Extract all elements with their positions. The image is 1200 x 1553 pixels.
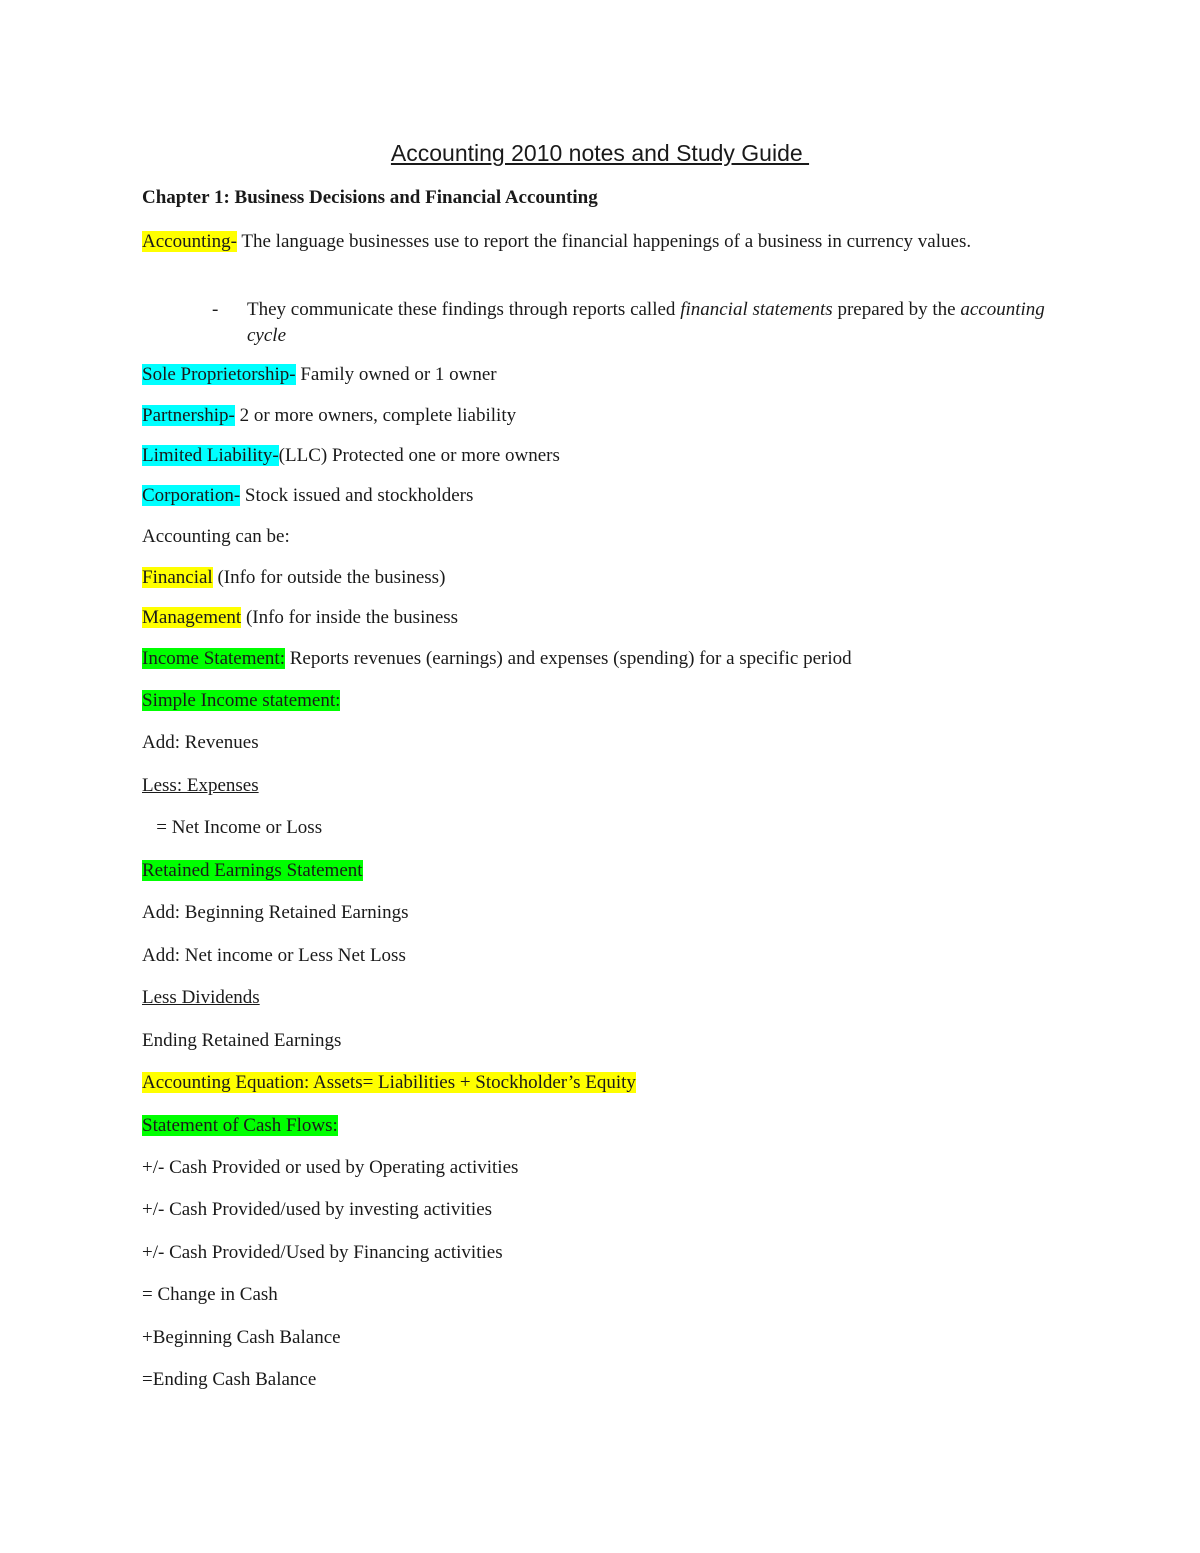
llc-line bbox=[142, 443, 560, 469]
accounting-can-be: Accounting can be: bbox=[142, 526, 290, 547]
note-emphasis-financial-statements: financial statements bbox=[680, 299, 833, 320]
sole-proprietorship-term: Sole Proprietorship- bbox=[142, 364, 296, 385]
note-emphasis-accounting-cycle: accounting cycle bbox=[247, 299, 1045, 346]
accounting-equation-text: Accounting Equation: Assets= Liabilities + Stockholder’s Equity bbox=[142, 1072, 636, 1093]
financial-statements-note bbox=[247, 297, 1077, 349]
simple-income-heading bbox=[142, 688, 340, 714]
income-statement-text: Reports revenues (earnings) and expenses (spending) for a specific period bbox=[284, 648, 852, 669]
retained-beginning: Add: Beginning Retained Earnings bbox=[142, 902, 409, 923]
cash-flows-heading-text: Statement of Cash Flows: bbox=[142, 1115, 338, 1136]
income-statement-term: Income Statement: bbox=[142, 648, 285, 669]
accounting-term: Accounting- bbox=[142, 231, 237, 252]
chapter-heading: Chapter 1: Business Decisions and Financial Accounting bbox=[142, 187, 598, 208]
partnership-line bbox=[142, 403, 516, 429]
retained-dividends: Less Dividends bbox=[142, 987, 260, 1008]
financial-line bbox=[142, 565, 445, 591]
simple-income-heading-text: Simple Income statement: bbox=[142, 690, 341, 711]
cash-change: = Change in Cash bbox=[142, 1284, 278, 1305]
management-text: (Info for inside the business bbox=[241, 607, 459, 628]
management-term: Management bbox=[142, 607, 242, 628]
bullet-marker: - bbox=[212, 299, 219, 320]
cash-flow-operating: +/- Cash Provided or used by Operating activities bbox=[142, 1157, 519, 1178]
financial-text: (Info for outside the business) bbox=[212, 567, 446, 588]
cash-flow-financing: +/- Cash Provided/Used by Financing activities bbox=[142, 1242, 503, 1263]
retained-earnings-heading-text: Retained Earnings Statement bbox=[142, 860, 363, 881]
retained-ending: Ending Retained Earnings bbox=[142, 1030, 342, 1051]
simple-income-expenses: Less: Expenses bbox=[142, 775, 259, 796]
llc-term: Limited Liability- bbox=[142, 445, 279, 466]
accounting-definition bbox=[142, 229, 1062, 255]
accounting-text: The language businesses use to report the financial happenings of a business in currency values. bbox=[236, 231, 972, 252]
retained-net-income: Add: Net income or Less Net Loss bbox=[142, 945, 406, 966]
llc-text: (LLC) Protected one or more owners bbox=[278, 445, 560, 466]
corporation-text: Stock issued and stockholders bbox=[240, 485, 474, 506]
note-text-2: prepared by the bbox=[832, 299, 961, 320]
partnership-term: Partnership- bbox=[142, 405, 235, 426]
cash-ending-balance: =Ending Cash Balance bbox=[142, 1369, 317, 1390]
cash-flows-heading bbox=[142, 1113, 338, 1139]
document-title: Accounting 2010 notes and Study Guide bbox=[390, 140, 810, 166]
accounting-equation bbox=[142, 1070, 636, 1096]
financial-term: Financial bbox=[142, 567, 213, 588]
sole-proprietorship-text: Family owned or 1 owner bbox=[295, 364, 497, 385]
cash-flow-investing: +/- Cash Provided/used by investing activities bbox=[142, 1199, 493, 1220]
corporation-term: Corporation- bbox=[142, 485, 241, 506]
simple-income-net: = Net Income or Loss bbox=[142, 817, 323, 838]
simple-income-revenues: Add: Revenues bbox=[142, 732, 259, 753]
sole-proprietorship-line bbox=[142, 362, 497, 388]
note-text-1: They communicate these findings through reports called bbox=[247, 299, 681, 320]
management-line bbox=[142, 605, 458, 631]
partnership-text: 2 or more owners, complete liability bbox=[234, 405, 517, 426]
income-statement-line bbox=[142, 646, 852, 672]
cash-beginning-balance: +Beginning Cash Balance bbox=[142, 1327, 341, 1348]
corporation-line bbox=[142, 483, 473, 509]
retained-earnings-heading bbox=[142, 858, 363, 884]
